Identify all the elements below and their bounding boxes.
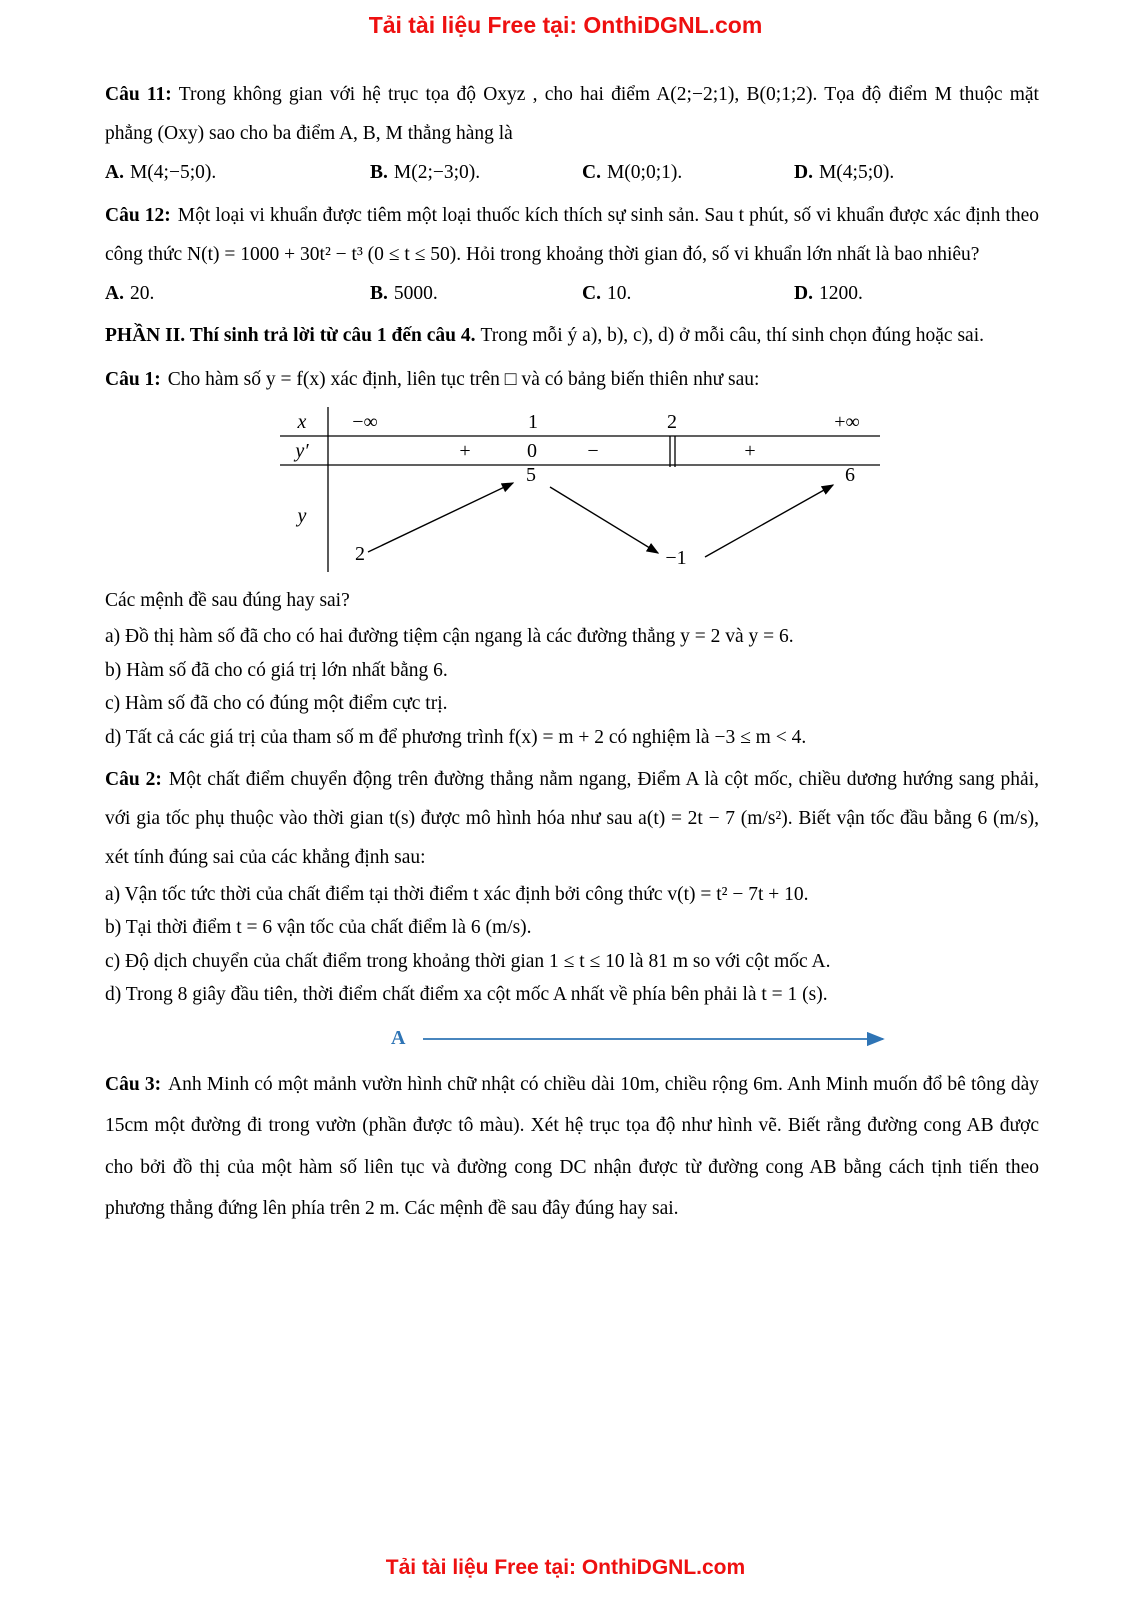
bbt-x-neg-inf: −∞	[352, 411, 378, 434]
q11-option-c	[582, 155, 794, 190]
bbt-y-peak: 5	[526, 464, 536, 487]
q12-option-d	[794, 276, 1039, 311]
bbt-y-label: y	[297, 505, 307, 528]
question-11-label: Câu 11:	[105, 84, 172, 105]
q11-option-d	[794, 155, 1039, 190]
bbt-x-1: 1	[528, 411, 538, 434]
q12-option-b-text: 5000.	[393, 283, 438, 305]
question-11-options	[105, 155, 1039, 190]
question-c3-label: Câu 3:	[105, 1073, 162, 1095]
top-banner	[0, 0, 1131, 39]
bbt-x-pos-inf: +∞	[834, 411, 860, 434]
c1-prompt: Các mệnh đề sau đúng hay sai?	[105, 590, 350, 612]
q11-option-b	[370, 155, 582, 190]
bbt-sign-plus-1: +	[459, 440, 471, 463]
axis-arrow	[421, 1029, 896, 1047]
bbt-arrow-down	[550, 487, 658, 553]
q12-option-b-letter: B.	[370, 283, 388, 305]
bbt-y-end: 6	[845, 464, 855, 487]
c1-statement-a: a) Đồ thị hàm số đã cho có hai đường tiệm cận ngang là các đường thẳng y = 2 và y = 6.	[105, 626, 794, 648]
part-2-text: Trong mỗi ý a), b), c), d) ở mỗi câu, thí sinh chọn đúng hoặc sai.	[480, 325, 984, 347]
question-12	[105, 196, 1039, 274]
q11-option-d-letter: D.	[794, 162, 813, 183]
c1-statement-d: d) Tất cả các giá trị của tham số m để phương trình f(x) = m + 2 có nghiệm là −3 ≤ m < 4.	[105, 727, 807, 749]
bbt-sign-zero: 0	[527, 440, 537, 463]
question-c1-label: Câu 1:	[105, 369, 161, 391]
q11-option-a-letter: A.	[105, 162, 124, 183]
c2-statement-a: a) Vận tốc tức thời của chất điểm tại thời điểm t xác định bởi công thức v(t) = t² − 7t + 10.	[105, 883, 809, 905]
q12-option-a	[105, 276, 370, 311]
c2-statement-b: b) Tại thời điểm t = 6 vận tốc của chất điểm là 6 (m/s).	[105, 917, 532, 939]
bbt-y-min: −1	[665, 547, 687, 570]
bbt-arrow-up-2	[705, 485, 833, 557]
q12-option-b	[370, 276, 582, 311]
question-c2-text: Một chất điểm chuyển động trên đường thẳng nằm ngang, Điểm A là cột mốc, chiều dương hướng sang phải, với gia tốc phụ thuộc vào thời gian t(s) được mô hình hóa như sau a(t) = 2t − 7 (m/s²). Biết vận tốc đầu bằng 6 (m/s), xét tính đúng sai của các khẳng định sau:	[105, 768, 1040, 868]
q12-option-c-letter: C.	[582, 283, 601, 305]
c1-statement-c: c) Hàm số đã cho có đúng một điểm cực trị.	[105, 693, 448, 715]
variation-table-svg	[280, 407, 880, 572]
question-c2-label: Câu 2:	[105, 768, 162, 790]
q11-option-a	[105, 155, 370, 190]
question-11-text: Trong không gian với hệ trục tọa độ Oxyz , cho hai điểm A(2;−2;1), B(0;1;2). Tọa độ điểm M thuộc mặt phẳng (Oxy) sao cho ba điểm A, B, M thẳng hàng là	[105, 84, 1039, 144]
bottom-banner	[0, 1556, 1131, 1580]
q11-option-c-letter: C.	[582, 162, 601, 183]
question-12-options	[105, 276, 1039, 311]
bbt-sign-plus-2: +	[744, 440, 756, 463]
q11-option-b-text: M(2;−3;0).	[393, 162, 481, 183]
q11-option-d-text: M(4;5;0).	[818, 162, 895, 183]
q12-option-a-letter: A.	[105, 283, 124, 305]
bbt-x-2: 2	[667, 411, 677, 434]
q12-option-a-text: 20.	[129, 283, 155, 305]
q11-option-b-letter: B.	[370, 162, 388, 183]
c1-statement-b: b) Hàm số đã cho có giá trị lớn nhất bằng 6.	[105, 659, 448, 681]
question-c3-text: Anh Minh có một mảnh vườn hình chữ nhật có chiều dài 10m, chiều rộng 6m. Anh Minh muốn đổ bê tông dày 15cm một đường đi trong vườn (phần được tô màu). Xét hệ trục tọa độ như hình vẽ. Biết rằng đường cong AB được cho bởi đồ thị của một hàm số liên tục và đường cong DC nhận được từ đường cong AB bằng cách tịnh tiến theo phương thẳng đứng lên phía trên 2 m. Các mệnh đề sau đây đúng hay sai.	[105, 1073, 1039, 1219]
bottom-banner-text: Tải tài liệu Free tại: OnthiDGNL.com	[385, 1556, 746, 1579]
bbt-arrow-up-1	[368, 483, 513, 552]
question-c3	[105, 1064, 1039, 1229]
part-2-heading	[105, 317, 1039, 354]
question-c1	[105, 360, 1039, 399]
point-a-label: A	[391, 1026, 406, 1049]
variation-table	[280, 407, 880, 572]
question-12-label: Câu 12:	[105, 205, 171, 227]
part-2-label: PHẦN II. Thí sinh trả lời từ câu 1 đến câu 4.	[105, 325, 476, 347]
question-11	[105, 75, 1039, 153]
question-c2	[105, 760, 1039, 877]
q12-option-d-text: 1200.	[818, 283, 863, 305]
exam-content	[105, 75, 1039, 1229]
motion-diagram	[391, 1027, 1039, 1050]
c2-statement-c: c) Độ dịch chuyển của chất điểm trong khoảng thời gian 1 ≤ t ≤ 10 là 81 m so với cột mốc A.	[105, 950, 831, 972]
bbt-x-label: x	[297, 411, 307, 434]
bbt-yprime-label: y′	[295, 440, 309, 463]
q12-option-d-letter: D.	[794, 283, 813, 305]
q11-option-a-text: M(4;−5;0).	[129, 162, 217, 183]
q12-option-c-text: 10.	[606, 283, 632, 305]
bbt-y-start: 2	[355, 543, 365, 566]
question-12-text: Một loại vi khuẩn được tiêm một loại thuốc kích thích sự sinh sản. Sau t phút, số vi khuẩn được xác định theo công thức N(t) = 1000 + 30t² − t³ (0 ≤ t ≤ 50). Hỏi trong khoảng thời gian đó, số vi khuẩn lớn nhất là bao nhiêu?	[105, 205, 1039, 266]
question-c1-text: Cho hàm số y = f(x) xác định, liên tục trên □ và có bảng biến thiên như sau:	[167, 369, 760, 391]
bbt-sign-minus: −	[587, 440, 599, 463]
c2-statement-d: d) Trong 8 giây đầu tiên, thời điểm chất điểm xa cột mốc A nhất về phía bên phải là t = 1 (s).	[105, 984, 828, 1006]
q11-option-c-text: M(0;0;1).	[606, 162, 683, 183]
top-banner-text: Tải tài liệu Free tại: OnthiDGNL.com	[368, 12, 763, 38]
q12-option-c	[582, 276, 794, 311]
